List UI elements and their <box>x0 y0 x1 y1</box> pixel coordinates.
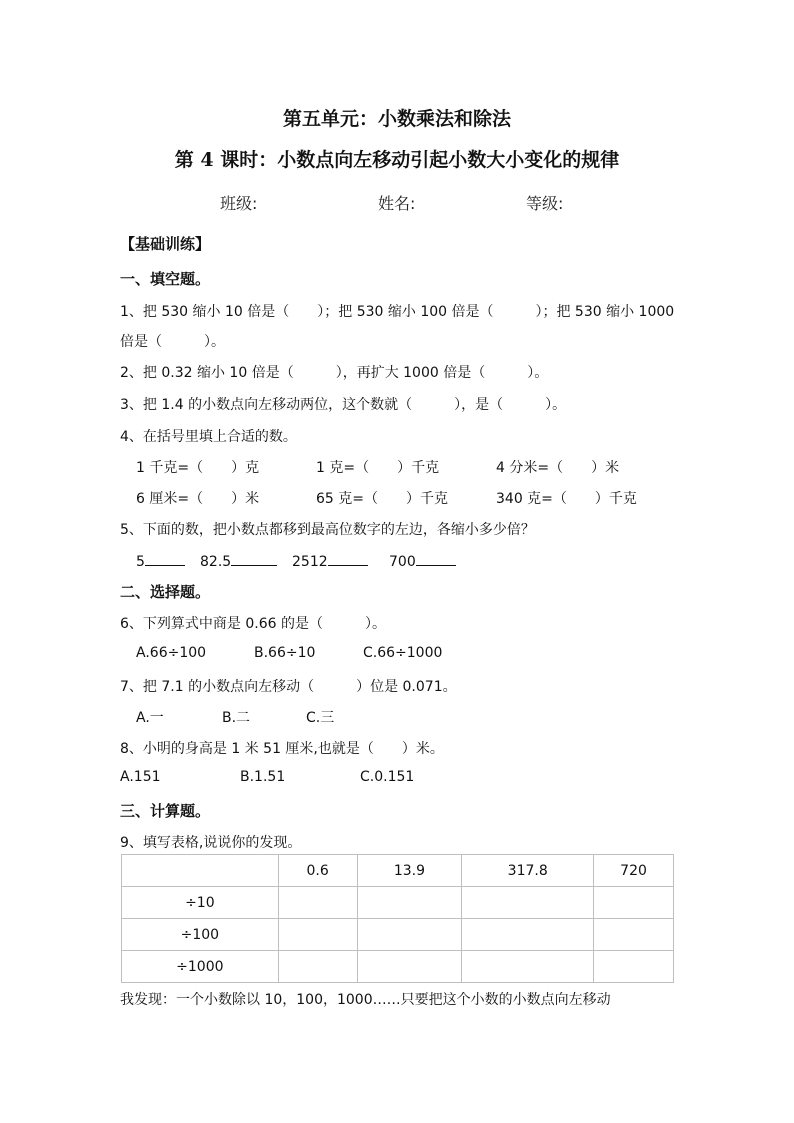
question-2: 2、把 0.32 缩小 10 倍是（ ），再扩大 1000 倍是（ ）。 <box>120 365 549 381</box>
table-row <box>122 951 674 983</box>
answer-blank[interactable] <box>416 551 456 566</box>
option-b[interactable]: B.1.51 <box>240 769 286 785</box>
question-8: 8、小明的身高是 1 米 51 厘米,也就是（ ）米。 <box>120 741 444 757</box>
option-b[interactable]: B.二 <box>222 710 251 726</box>
question-1-line-2: 倍是（ ）。 <box>120 334 225 350</box>
question-1-line-1: 1、把 530 缩小 10 倍是（ ）；把 530 缩小 100 倍是（ ）；把 530 缩小 1000 <box>120 304 675 320</box>
answer-cell[interactable] <box>278 919 357 951</box>
answer-cell[interactable] <box>594 919 674 951</box>
answer-cell[interactable] <box>278 887 357 919</box>
answer-blank[interactable] <box>231 551 277 566</box>
conversion-item: 65 克=（ ）千克 <box>316 491 448 507</box>
conversion-item: 1 克=（ ）千克 <box>316 460 440 476</box>
page-title: 第五单元：小数乘法和除法 <box>282 108 511 130</box>
q5-item: 700 <box>389 551 456 570</box>
conversion-item: 6 厘米=（ ）米 <box>136 491 260 507</box>
page-subtitle: 第 4 课时：小数点向左移动引起小数大小变化的规律 <box>174 149 620 171</box>
conversion-item: 1 千克=（ ）克 <box>136 460 260 476</box>
table-header-row <box>122 855 674 887</box>
table-corner-cell <box>122 855 279 887</box>
answer-cell[interactable] <box>462 887 594 919</box>
question-4: 4、在括号里填上合适的数。 <box>120 429 297 445</box>
answer-cell[interactable] <box>462 951 594 983</box>
table-row <box>122 919 674 951</box>
conversion-item: 340 克=（ ）千克 <box>496 491 637 507</box>
option-a[interactable]: A.66÷100 <box>136 645 207 661</box>
option-b[interactable]: B.66÷10 <box>254 645 316 661</box>
row-header: ÷100 <box>122 919 279 951</box>
question-6: 6、下列算式中商是 0.66 的是（ ）。 <box>120 616 386 632</box>
option-c[interactable]: C.三 <box>306 710 335 726</box>
q5-item: 5 <box>136 551 185 570</box>
row-header: ÷1000 <box>122 951 279 983</box>
question-3: 3、把 1.4 的小数点向左移动两位，这个数就（ ），是（ ）。 <box>120 397 567 413</box>
answer-cell[interactable] <box>357 951 462 983</box>
column-header: 317.8 <box>462 855 594 887</box>
answer-cell[interactable] <box>357 919 462 951</box>
division-table <box>121 854 674 983</box>
option-a[interactable]: A.151 <box>120 769 161 785</box>
answer-cell[interactable] <box>278 951 357 983</box>
question-7: 7、把 7.1 的小数点向左移动（ ）位是 0.071。 <box>120 679 457 695</box>
section-basic-training: 【基础训练】 <box>120 235 211 253</box>
answer-cell[interactable] <box>594 887 674 919</box>
row-header: ÷10 <box>122 887 279 919</box>
q5-item: 2512 <box>292 551 368 570</box>
conversion-item: 4 分米=（ ）米 <box>496 460 620 476</box>
option-a[interactable]: A.一 <box>136 710 164 726</box>
column-header: 720 <box>594 855 674 887</box>
q5-item: 82.5 <box>200 551 277 570</box>
answer-cell[interactable] <box>357 887 462 919</box>
column-header: 13.9 <box>357 855 462 887</box>
question-5: 5、下面的数，把小数点都移到最高位数字的左边，各缩小多少倍？ <box>120 522 535 538</box>
answer-blank[interactable] <box>328 551 368 566</box>
answer-cell[interactable] <box>462 919 594 951</box>
table-row <box>122 887 674 919</box>
section-fill-blank: 一、填空题。 <box>120 270 211 288</box>
answer-blank[interactable] <box>145 551 185 566</box>
name-label: 姓名: <box>378 194 416 213</box>
finding-text: 我发现：一个小数除以 10，100，1000……只要把这个小数的小数点向左移动 <box>120 992 611 1008</box>
class-label: 班级: <box>220 194 258 213</box>
option-c[interactable]: C.66÷1000 <box>363 645 443 661</box>
question-9: 9、填写表格,说说你的发现。 <box>120 835 302 851</box>
section-multiple-choice: 二、选择题。 <box>120 583 211 601</box>
grade-label: 等级: <box>526 194 564 213</box>
answer-cell[interactable] <box>594 951 674 983</box>
option-c[interactable]: C.0.151 <box>360 769 415 785</box>
section-calculation: 三、计算题。 <box>120 802 211 820</box>
column-header: 0.6 <box>278 855 357 887</box>
